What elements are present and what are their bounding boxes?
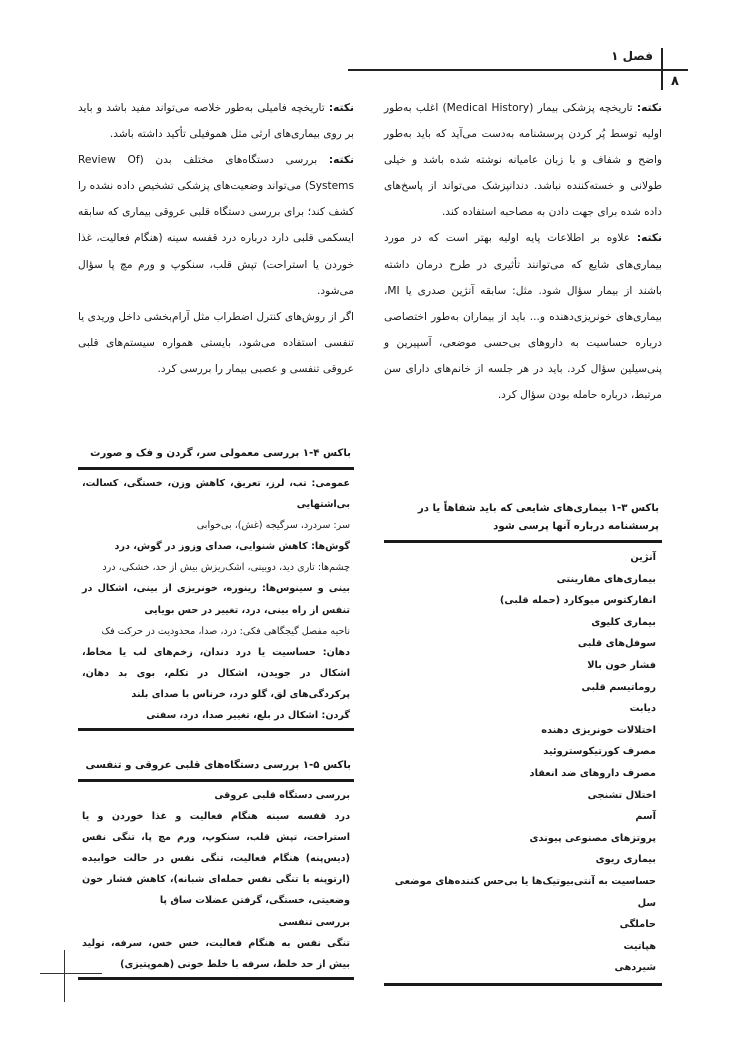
box-text: درد قفسه سینه هنگام فعالیت و غذا خوردن و یا استراحت، تپش قلب، سنکوپ، ورم مچ پا، تنگی نفس (دیس‌پنه) هنگام فعالیت، تنگی نفس در حالت خوابیده (ارتوپنه یا تنگی نفس حمله‌ای شبانه)، کاهش فشار خون وضعیتی، خستگی، گرفتن عضلات ساق پا: [82, 811, 350, 907]
note-paragraph: [78, 147, 354, 304]
list-item: مصرف کورتیکوستروئید: [543, 746, 656, 758]
list-item: آنژین: [630, 552, 656, 563]
list-item: شیردهی: [614, 962, 656, 974]
box-title: باکس ۳-۱ بیماری‌های شایعی که باید شفاهاً یا در پرسشنامه درباره آنها پرسی شود: [417, 503, 659, 532]
paragraph-text: اگر از روش‌های کنترل اضطراب مثل آرام‌بخشی داخل وریدی یا تنفسی استفاده می‌شود، بایستی همواره سیستم‌های قلبی عروقی تنفسی و عصبی بیمار را بررسی کرد.: [78, 310, 354, 375]
box-4-1: [78, 445, 354, 731]
list-item: انفارکتوس میوکارد (حمله قلبی): [499, 595, 656, 607]
note-text: علاوه بر اطلاعات پایه اولیه بهتر است که در مورد بیماری‌های شایع که می‌توانند تأثیری در طرح درمان داشته باشند از بیمار سؤال شود. مثل: سابقه آنژین صدری یا MI، بیماری‌های خونریزی‌دهنده و... باید از بیماران به‌طور اختصاصی درباره حساسیت به داروهای بی‌حسی موضعی، آسپیرین و پنی‌سیلین سؤال کرد. باید در هر جلسه از خانم‌های دارای سن مرتبط، درباره حامله بودن سؤال کرد.: [384, 232, 662, 402]
chapter-title: فصل ۱: [611, 49, 653, 63]
box-5-1: [78, 757, 354, 980]
note-label: نکته:: [636, 232, 662, 245]
box-3-1: [384, 500, 662, 986]
note-paragraph: [78, 95, 354, 147]
header-divider: [661, 48, 663, 90]
note-label: نکته:: [328, 154, 354, 167]
list-item: روماتیسم قلبی: [581, 681, 656, 693]
box-line: دهان: حساسیت یا درد دندان، زخم‌های لب یا مخاط، اشکال در جویدن، اشکال در تکلم، بوی بد دهان، پرکردگی‌های لق، گلو درد، خرناس با صدای بلند: [82, 646, 350, 700]
box-title: باکس ۵-۱ بررسی دستگاه‌های قلبی عروقی و تنفسی: [85, 760, 351, 771]
crop-mark-horizontal: [40, 973, 102, 974]
list-item: حاملگی: [619, 919, 656, 931]
list-item: سل: [637, 897, 656, 909]
box-line: گوش‌ها: کاهش شنوایی، صدای وزوز در گوش، درد: [114, 541, 350, 553]
list-item: دیابت: [629, 703, 656, 715]
box-bottom-rule: [78, 977, 354, 980]
list-item: پروتزهای مصنوعی پیوندی: [529, 832, 656, 844]
note-text: تاریخچه فامیلی به‌طور خلاصه می‌تواند مفید باشد و باید بر روی بیماری‌های ارثی مثل هموفیلی تأکید داشته باشد.: [78, 102, 354, 141]
list-item: هپاتیت: [623, 940, 656, 952]
box-line: گردن: اشکال در بلع، تغییر صدا، درد، سفتی: [146, 710, 350, 722]
box-text: تنگی نفس به هنگام فعالیت، خس خس، سرفه، تولید بیش از حد خلط، سرفه با خلط خونی (هموپتیزی): [82, 937, 350, 970]
list-item: مصرف داروهای ضد انعقاد: [529, 767, 656, 779]
page-number: ۸: [671, 74, 679, 89]
list-item: آسم: [635, 811, 656, 823]
note-text: تاریخچه پزشکی بیمار (Medical History) اغلب به‌طور اولیه توسط پُر کردن پرسشنامه به‌دست می‌آید که باید به‌طور واضح و شفاف و با زبان عامیانه نوشته شده باشد و خیلی طولانی و خسته‌کننده نباشد. دندانپزشک می‌تواند از پاسخ‌های داده شده برای جهت دادن به مصاحبه استفاده کند.: [384, 102, 662, 219]
box-line: بینی و سینوس‌ها: رینوره، خونریزی از بینی، اشکال در تنفس از راه بینی، درد، تغییر در حس بویایی: [82, 583, 350, 616]
box-body: [78, 470, 354, 728]
list-item: سوفل‌های قلبی: [577, 638, 656, 650]
box-bottom-rule: [78, 728, 354, 731]
box-body: [78, 782, 354, 977]
box-subheading: بررسی تنفسی: [278, 916, 350, 928]
body-paragraph: [78, 304, 354, 382]
list-item: اختلال تشنجی: [587, 789, 656, 801]
list-item: بیماری‌های مفارینتی: [556, 573, 656, 585]
list-item: فشار خون بالا: [587, 659, 656, 671]
box-subheading: بررسی دستگاه قلبی عروقی: [214, 790, 350, 801]
note-paragraph: [384, 95, 662, 225]
box-line: سر: سردرد، سرگیجه (غش)، بی‌خوابی: [196, 520, 350, 532]
list-item: بیماری کلیوی: [591, 616, 656, 628]
box-line: چشم‌ها: تاری دید، دوبینی، اشک‌ریزش بیش از حد، خشکی، درد: [102, 562, 350, 574]
list-item: اختلالات خونریزی دهنده: [541, 724, 656, 736]
box-bottom-rule: [384, 983, 662, 986]
note-label: نکته:: [636, 102, 662, 114]
note-label: نکته:: [328, 102, 354, 114]
note-paragraph: [384, 225, 662, 408]
box-line: عمومی: تب، لرز، تعریق، کاهش وزن، خستگی، کسالت، بی‌اشتهایی: [82, 478, 350, 511]
box-line: ناحیه مفصل گیجگاهی فکی: درد، صدا، محدودیت در حرکت فک: [101, 625, 350, 637]
list-item: بیماری ریوی: [595, 854, 656, 866]
list-item: حساسیت به آنتی‌بیوتیک‌ها یا بی‌حس کننده‌های موضعی: [394, 875, 656, 887]
disease-list: [384, 543, 662, 983]
box-title: باکس ۴-۱ بررسی معمولی سر، گردن و فک و صورت: [90, 448, 351, 459]
left-column: [78, 95, 354, 382]
note-text: بررسی دستگاه‌های مختلف بدن (Review Of Systems) می‌تواند وضعیت‌های پزشکی تشخیص داده نشده را کشف کند؛ برای بررسی دستگاه قلبی عروقی بیماری که سابقه ایسکمی قلبی دارد درباره درد قفسه سینه (هنگام فعالیت، غذا خوردن یا استراحت) تپش قلب، سنکوپ و ورم مچ پا سؤال می‌شود.: [78, 154, 354, 297]
right-column: [384, 95, 662, 408]
crop-mark-vertical: [64, 950, 65, 1002]
header-rule: [348, 69, 688, 71]
